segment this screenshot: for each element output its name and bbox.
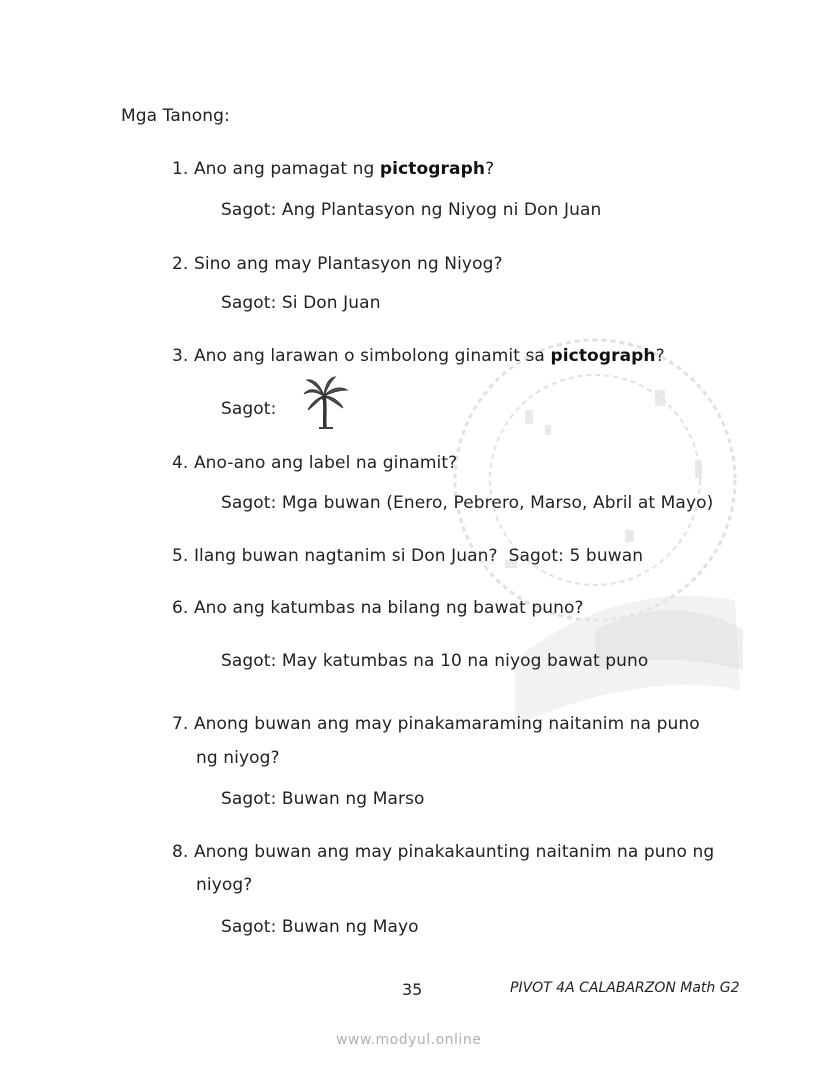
question-text: Sino ang may Plantasyon ng Niyog? <box>193 254 503 274</box>
question-5 <box>172 546 643 566</box>
question-number: 4. <box>172 453 189 473</box>
question-7 <box>172 714 700 734</box>
question-number: 8. <box>172 842 189 862</box>
question-text: Ano ang larawan o simbolong ginamit sa <box>193 346 551 366</box>
question-3 <box>172 346 665 366</box>
section-heading: Mga Tanong: <box>121 106 230 126</box>
website-watermark: www.modyul.online <box>336 1032 482 1048</box>
question-text: Ano-ano ang label na ginamit? <box>193 453 458 473</box>
question-text: Ano ang pamagat ng <box>193 159 380 179</box>
answer-4: Sagot: Mga buwan (Enero, Pebrero, Marso, Abril at Mayo) <box>221 493 714 513</box>
question-number: 5. <box>172 546 189 566</box>
question-text-line1: Anong buwan ang may pinakamaraming naitanim na puno <box>193 714 700 734</box>
question-4 <box>172 453 457 473</box>
question-2 <box>172 254 503 274</box>
question-1 <box>172 159 494 179</box>
question-6 <box>172 598 584 618</box>
answer-7: Sagot: Buwan ng Marso <box>221 789 425 809</box>
bold-term: pictograph <box>550 346 656 366</box>
palm-tree-icon <box>303 376 349 430</box>
question-8 <box>172 842 714 862</box>
question-number: 6. <box>172 598 189 618</box>
answer-1: Sagot: Ang Plantasyon ng Niyog ni Don Juan <box>221 200 602 220</box>
question-number: 1. <box>172 159 189 179</box>
answer-3: Sagot: <box>221 399 277 419</box>
answer-8: Sagot: Buwan ng Mayo <box>221 917 419 937</box>
question-text: Ilang buwan nagtanim si Don Juan? Sagot: 5 buwan <box>193 546 644 566</box>
bold-term: pictograph <box>379 159 486 179</box>
page-number: 35 <box>402 980 423 999</box>
question-8-line2: niyog? <box>196 875 253 895</box>
question-text: Ano ang katumbas na bilang ng bawat puno? <box>193 598 584 618</box>
question-punct: ? <box>485 159 495 179</box>
question-number: 3. <box>172 346 189 366</box>
question-number: 2. <box>172 254 189 274</box>
question-punct: ? <box>655 346 665 366</box>
question-text-line1: Anong buwan ang may pinakakaunting naitanim na puno ng <box>193 842 715 862</box>
answer-6: Sagot: May katumbas na 10 na niyog bawat puno <box>221 651 649 671</box>
question-number: 7. <box>172 714 189 734</box>
question-7-line2: ng niyog? <box>196 748 280 768</box>
footer-title: PIVOT 4A CALABARZON Math G2 <box>510 980 740 996</box>
answer-2: Sagot: Si Don Juan <box>221 293 381 313</box>
